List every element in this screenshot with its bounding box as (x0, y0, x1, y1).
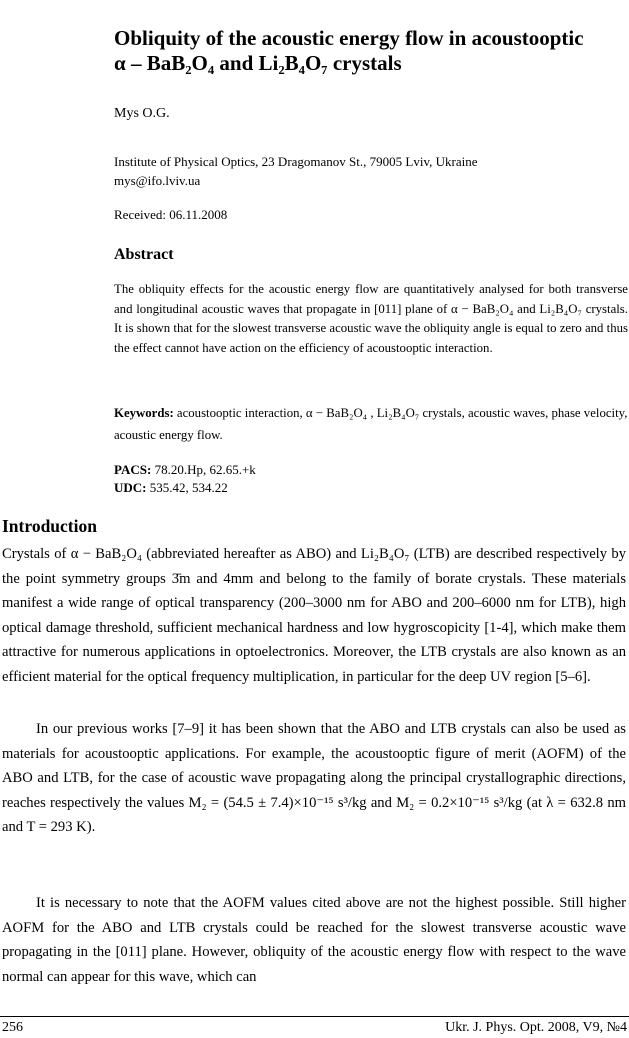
title-line-1: Obliquity of the acoustic energy flow in acoustooptic (114, 26, 584, 50)
affiliation (114, 152, 614, 190)
pacs-label: PACS: (114, 462, 152, 477)
pacs-codes: 78.20.Hp, 62.65.+k (151, 462, 256, 477)
received-date: Received: 06.11.2008 (114, 207, 228, 222)
abstract-heading: Abstract (114, 246, 174, 263)
intro-paragraph-3: It is necessary to note that the AOFM values cited above are not the highest possible. Still higher AOFM for the ABO and LTB crystals could be reached for the slowest transverse acoustic wave propagating in the [011] plane. However, obliquity of the acoustic energy flow with respect to the wave normal can appear for this wave, which can (2, 895, 626, 985)
udc-line (114, 479, 256, 497)
footer-rule (0, 1016, 629, 1017)
paper-title (114, 26, 614, 76)
intro-paragraph-2: In our previous works [7–9] it has been shown that the ABO and LTB crystals can also be used as materials for acoustooptic applications. For example, the acoustooptic figure of merit (AOFM) of the ABO and LTB, for the case of acoustic wave propagating along the principal crystallographic directions, reaches respectively the values M₂ = (54.5 ± 7.4)×10⁻¹⁵ s³/kg and M₂ = 0.2×10⁻¹⁵ s³/kg (at λ = 632.8 nm and T = 293 K). (2, 721, 626, 836)
title-line-2: α – BaB₂O₄ and Li₂B₄O₇ crystals (114, 51, 402, 75)
udc-codes: 535.42, 534.22 (146, 480, 228, 495)
abstract-text: The obliquity effects for the acoustic energy flow are quantitatively analysed for both transverse and longitudinal acoustic waves that propagate in [011] plane of α − BaB₂O₄ and Li₂B₄O₇ crystals. It is shown that for the slowest transverse acoustic wave the obliquity angle is equal to zero and thus the effect cannot have action on the efficiency of acoustooptic interaction. (114, 282, 628, 355)
affiliation-email: mys@ifo.lviv.ua (114, 173, 201, 188)
udc-label: UDC: (114, 480, 147, 495)
keywords (114, 402, 628, 446)
author: Mys O.G. (114, 106, 170, 121)
page-number: 256 (2, 1020, 23, 1035)
introduction-heading: Introduction (2, 516, 97, 536)
keywords-text: acoustooptic interaction, α − BaB₂O₄ , Li₂B₄O₇ crystals, acoustic waves, phase velocity, acoustic energy flow. (114, 406, 628, 442)
intro-paragraph-1: Crystals of α − BaB₂O₄ (abbreviated hereafter as ABO) and Li₂B₄O₇ (LTB) are described respectively by the point symmetry groups 3̄m and 4mm and belong to the family of borate crystals. These materials manifest a wide range of optical transparency (200–3000 nm for ABO and 200–6000 nm for LTB), high optical damage threshold, sufficient mechanical hardness and low hygroscopicity [1-4], which make them attractive for numerous applications in optoelectronics. Moreover, the LTB crystals are also known as an efficient material for the optical frequency multiplication, in particular for the deep UV region [5–6]. (2, 546, 626, 685)
journal-citation: Ukr. J. Phys. Opt. 2008, V9, №4 (445, 1020, 627, 1035)
affiliation-institute: Institute of Physical Optics, 23 Dragomanov St., 79005 Lviv, Ukraine (114, 154, 478, 169)
classification (114, 461, 256, 497)
pacs-line (114, 461, 256, 479)
keywords-label: Keywords: (114, 406, 174, 420)
